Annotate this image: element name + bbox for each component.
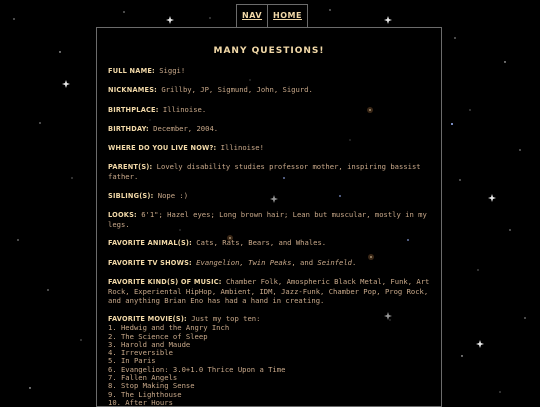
star — [123, 11, 124, 12]
full-name-field — [108, 66, 430, 76]
list-item: 4. Irreversible — [108, 348, 173, 358]
star — [72, 178, 73, 179]
tv-show-3: Seinfeld — [317, 257, 352, 267]
animals-value: Cats, Rats, Bears, and Whales. — [191, 238, 327, 248]
full-name-value: Siggi! — [154, 66, 186, 75]
birthplace-field — [108, 105, 430, 115]
tv-show-2: Twin Peaks — [248, 257, 292, 267]
star — [39, 122, 40, 123]
nicknames-field — [108, 85, 430, 95]
star — [461, 355, 462, 356]
music-label: FAVORITE KIND(S) OF MUSIC: — [108, 277, 222, 286]
tv-show-1: Evangelion, — [191, 257, 249, 267]
animals-field — [108, 238, 430, 248]
movies-intro: Just my top ten: — [186, 314, 261, 324]
looks-label: LOOKS: — [108, 211, 137, 220]
star — [29, 387, 30, 388]
home-link[interactable]: HOME — [273, 11, 302, 20]
star — [504, 61, 505, 62]
star — [47, 289, 48, 290]
star — [13, 18, 14, 19]
star — [509, 229, 510, 230]
star — [470, 110, 471, 111]
where-live-field — [108, 143, 430, 153]
parents-value: Lovely disability studies professor mother, inspiring bassist father. — [108, 162, 421, 182]
list-item: 8. Stop Making Sense — [108, 381, 195, 391]
star — [454, 37, 455, 38]
star — [459, 179, 460, 180]
where-live-value: Illinoise! — [216, 143, 264, 153]
list-item: 7. Fallen Angels — [108, 373, 178, 383]
full-name-label: FULL NAME: — [108, 67, 155, 75]
birthday-field — [108, 124, 430, 134]
looks-value: 6'1"; Hazel eyes; Long brown hair; Lean but muscular, mostly in my legs. — [108, 210, 427, 230]
birthplace-label: BIRTHPLACE: — [108, 105, 159, 114]
tv-shows-field — [108, 258, 430, 268]
movies-label: FAVORITE MOVIE(S): — [108, 315, 187, 324]
star — [524, 317, 525, 318]
list-item: 3. Harold and Maude — [108, 339, 191, 349]
parents-field — [108, 162, 430, 181]
music-field — [108, 277, 430, 305]
list-item: 9. The Lighthouse — [108, 389, 182, 399]
content-panel — [96, 27, 442, 407]
siblings-label: SIBLING(S): — [108, 191, 154, 200]
star — [500, 392, 501, 393]
animals-label: FAVORITE ANIMAL(S): — [108, 239, 192, 248]
nicknames-value: Grillby, JP, Sigmund, John, Sigurd. — [157, 85, 313, 95]
tv-shows-label: FAVORITE TV SHOWS: — [108, 258, 192, 267]
star — [478, 270, 479, 271]
star — [17, 239, 18, 240]
star — [329, 9, 330, 10]
list-item: 5. In Paris — [108, 356, 156, 366]
nicknames-label: NICKNAMES: — [108, 86, 157, 95]
star — [59, 51, 60, 52]
birthplace-value: Illinoise. — [158, 104, 207, 114]
movies-field — [108, 314, 430, 407]
star — [81, 340, 82, 341]
page-title: MANY QUESTIONS! — [213, 46, 325, 56]
star — [210, 18, 211, 19]
siblings-value: Nope :) — [153, 190, 189, 200]
where-live-label: WHERE DO YOU LIVE NOW?: — [108, 144, 217, 153]
looks-field — [108, 210, 430, 229]
siblings-field — [108, 191, 430, 201]
tv-shows-joiner: , and — [291, 257, 318, 267]
list-item: 6. Evangelion: 3.0+1.0 Thrice Upon a Time — [108, 364, 286, 374]
parents-label: PARENT(S): — [108, 163, 153, 172]
birthday-value: December, 2004. — [148, 123, 219, 133]
star — [519, 149, 520, 150]
top-nav — [236, 4, 308, 28]
music-value: Chamber Folk, Amospheric Black Metal, Funk, Art Rock, Experiental HipHop, Ambient, IDM, Jazz-Funk, Chamber Pop, Prog Rock, and anything Brian Eno has had a hand in creating. — [108, 276, 430, 305]
movies-list — [108, 324, 430, 407]
list-item: 2. The Science of Sleep — [108, 331, 208, 341]
list-item: 10. After Hours — [108, 397, 173, 407]
tv-shows-end: . — [352, 257, 357, 267]
birthday-label: BIRTHDAY: — [108, 124, 149, 133]
list-item: 1. Hedwig and the Angry Inch — [108, 323, 230, 333]
nav-link[interactable]: NAV — [237, 5, 268, 27]
